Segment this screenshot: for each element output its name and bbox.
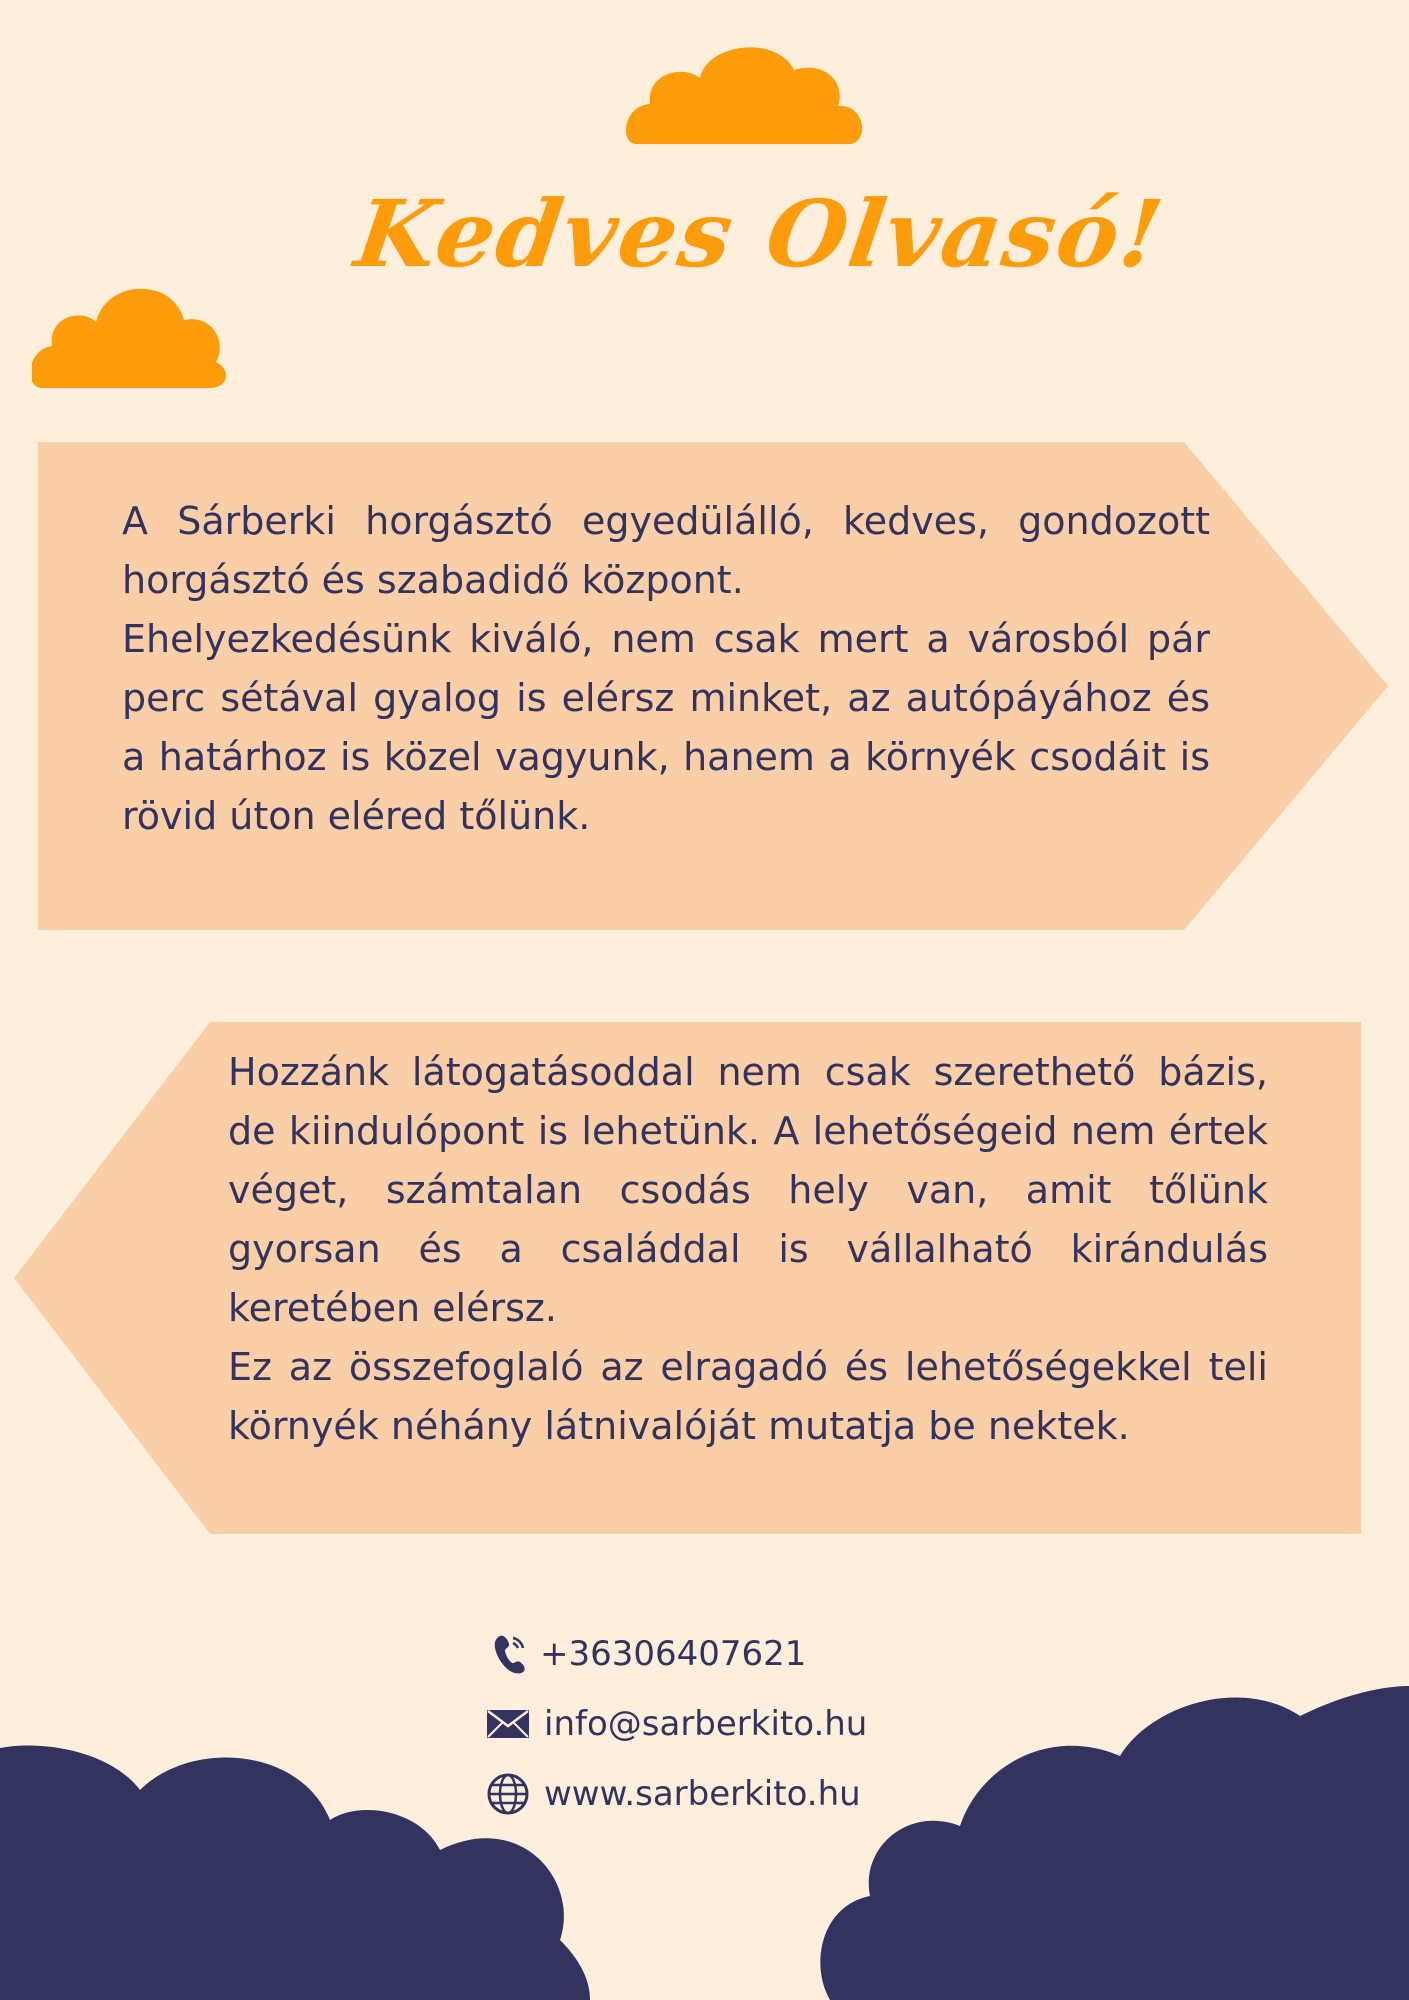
cloud-left <box>32 270 228 390</box>
intro-paragraph-2: Ehelyezkedésünk kiváló, nem csak mert a városból pár perc sétával gyalog is elérsz minket, az autópáyához és a határhoz is közel vagyunk, hanem a környék csodáit is rövid úton eléred tőlünk. <box>122 617 1210 838</box>
cloud-bottom-right <box>820 1686 1409 2000</box>
cloud-top-right <box>626 40 866 146</box>
envelope-icon <box>486 1709 530 1739</box>
phone-number: +36306407621 <box>540 1634 807 1674</box>
globe-icon <box>486 1772 530 1816</box>
visit-paragraph-1: Hozzánk látogatásoddal nem csak szerethető bázis, de kiindulópont is lehetünk. A lehetőségeid nem értek véget, számtalan csodás hely van, amit tőlünk gyorsan és a családdal is vállalható kirándulás keretében elérsz. <box>228 1050 1268 1330</box>
page-title: Kedves Olvasó! <box>349 180 1171 288</box>
contact-website[interactable] <box>486 1770 861 1818</box>
contact-phone[interactable] <box>494 1630 806 1678</box>
intro-paragraph-1: A Sárberki horgásztó egyedülálló, kedves, gondozott horgásztó és szabadidő központ. <box>122 499 1210 602</box>
visit-text-block <box>228 1043 1268 1456</box>
email-address: info@sarberkito.hu <box>544 1704 868 1744</box>
visit-paragraph-2: Ez az összefoglaló az elragadó és lehetőségekkel teli környék néhány látnivalóját mutatja be nektek. <box>228 1345 1268 1448</box>
contact-email[interactable] <box>486 1700 867 1748</box>
phone-icon <box>494 1634 526 1674</box>
website-url: www.sarberkito.hu <box>544 1774 861 1814</box>
intro-text-block <box>122 492 1210 846</box>
